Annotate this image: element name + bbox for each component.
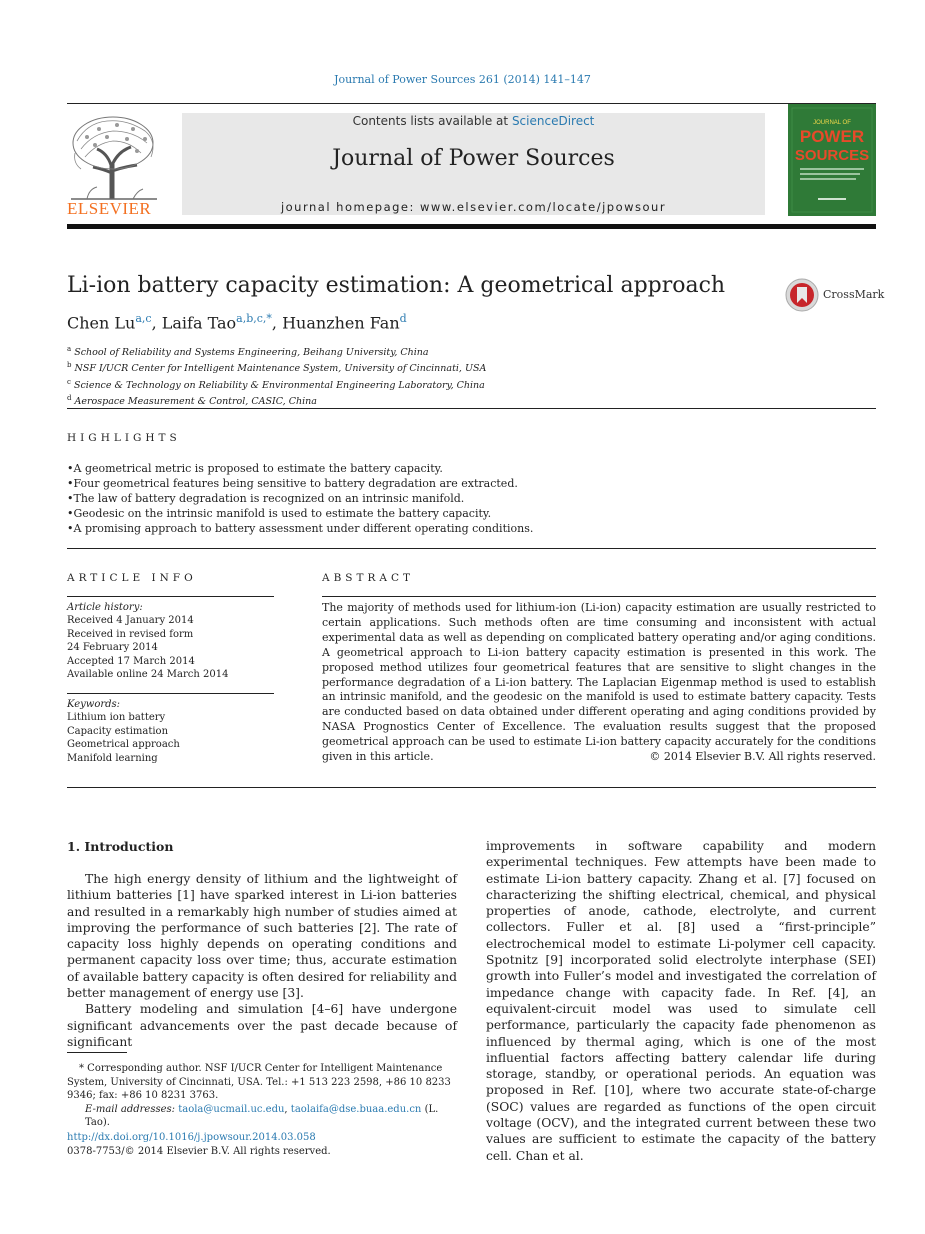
header-bottom-bar (67, 224, 876, 229)
affiliation-key: d (67, 394, 72, 403)
history-item: Available online 24 March 2014 (67, 669, 229, 681)
highlight-item: • Geodesic on the intrinsic manifold is used to estimate the battery capacity. (67, 506, 533, 521)
footnote (67, 1062, 457, 1130)
author-list (67, 312, 407, 332)
email-separator: , (284, 1103, 288, 1115)
history-label: Article history: (67, 602, 143, 613)
author-name: Huanzhen Fan (282, 313, 400, 333)
affiliation-text: Aerospace Measurement & Control, CASIC, China (74, 396, 317, 408)
author-separator: , (151, 313, 162, 333)
email-label: E-mail addresses: (85, 1103, 176, 1115)
contents-line (182, 114, 765, 128)
elsevier-wordmark: ELSEVIER (67, 199, 152, 218)
keyword-item: Geometrical approach (67, 739, 180, 751)
affiliation-key: a (67, 345, 72, 353)
contents-prefix: Contents lists available at (352, 114, 512, 128)
body-right-column (486, 838, 876, 1164)
keyword-item: Manifold learning (67, 752, 158, 764)
keywords-rule (67, 693, 274, 694)
highlights-heading: HIGHLIGHTS (67, 432, 181, 444)
header-top-rule (67, 103, 876, 104)
journal-title: Journal of Power Sources (332, 146, 615, 171)
abstract-bottom-rule (67, 787, 876, 788)
doi-link[interactable]: http://dx.doi.org/10.1016/j.jpowsour.2014.03.058 (67, 1132, 316, 1143)
body-paragraph: The high energy density of lithium and the lightweight of lithium batteries [1] have sparked interest in Li-ion batteries and resulted in a remarkably high number of studies aimed at improving the performance of such batteries [2]. The rate of capacity loss highly depends on operating conditions and permanent capacity loss over time; thus, accurate estimation of available battery capacity is often desired for reliability and better management of energy use [3]. (67, 872, 457, 1001)
affiliation-item (67, 343, 486, 359)
affiliation-key: c (67, 377, 71, 386)
highlight-item: • A geometrical metric is proposed to estimate the battery capacity. (67, 461, 533, 476)
keyword-item: Lithium ion battery (67, 712, 166, 724)
history-item: Received in revised form (67, 628, 194, 640)
crossmark-icon (785, 278, 821, 312)
section-heading-introduction: 1. Introduction (67, 839, 174, 854)
history-item: Received 4 January 2014 (67, 615, 194, 627)
author-name: Laifa Tao (161, 313, 237, 333)
author-name: Chen Lu (67, 313, 136, 333)
journal-citation-link[interactable]: Journal of Power Sources 261 (2014) 141–147 (334, 73, 591, 86)
highlights-top-rule (67, 408, 876, 409)
email-line (67, 1103, 457, 1130)
history-item: Accepted 17 March 2014 (67, 655, 195, 667)
affiliation-text: School of Reliability and Systems Engineering, Beihang University, China (74, 347, 429, 359)
email-link[interactable]: taola@ucmail.uc.edu (178, 1103, 285, 1115)
abstract-text: The majority of methods used for lithium-ion (Li-ion) capacity estimation are usually restricted to certain applications. Such methods often are time consuming and inconsistent with actual experimental data as well as depending on complicated battery operating and/or aging conditions. A geometrical approach to Li-ion battery capacity estimation is presented in this work. The proposed method utilizes four geometrical features that are sensitive to slight changes in the performance degradation of a Li-ion battery. The Laplacian Eigenmap method is used to establish an intrinsic manifold, and the geodesic on the manifold is used to estimate battery capacity. Tests are conducted based on data obtained under different operating and aging conditions provided by NASA Prognostics Center of Excellence. The evaluation results suggest that the proposed geometrical approach can be used to estimate Li-ion battery capacity accurately for the conditions given in this article. (322, 601, 876, 764)
sciencedirect-link[interactable]: ScienceDirect (511, 114, 595, 128)
affiliation-key: b (67, 361, 72, 370)
affiliation-item (67, 359, 486, 375)
author-separator: , (271, 313, 283, 333)
svg-text:POWER: POWER (799, 127, 865, 146)
affiliation-item (67, 392, 486, 408)
affiliation-text: NSF I/UCR Center for Intelligent Maintenance System, University of Cincinnati, USA (74, 363, 487, 375)
svg-text:SOURCES: SOURCES (794, 147, 870, 164)
article-info-heading: ARTICLE INFO (67, 572, 197, 584)
body-left-column (67, 871, 457, 1050)
journal-cover-thumbnail (788, 104, 876, 216)
highlight-item: • Four geometrical features being sensitive to battery degradation are extracted. (67, 476, 533, 491)
doi-block (67, 1131, 331, 1158)
article-title: Li-ion battery capacity estimation: A geometrical approach (67, 273, 726, 298)
author-affil-marks[interactable]: d (399, 312, 407, 325)
author-affil-marks[interactable]: a,c (135, 312, 152, 325)
corresponding-author-note: * Corresponding author. NSF I/UCR Center for Intelligent Maintenance System, University of Cincinnati, USA. Tel.: +1 513 223 2598, +86 10 8233 9346; fax: +86 10 8231 3763. (67, 1063, 451, 1101)
abstract-heading: ABSTRACT (322, 572, 415, 584)
history-item: 24 February 2014 (67, 642, 158, 654)
affiliations (67, 343, 486, 408)
highlight-item: • A promising approach to battery assessment under different operating conditions. (67, 521, 533, 536)
journal-homepage[interactable]: journal homepage: www.elsevier.com/locate/jpowsour (280, 200, 667, 214)
author-affil-marks[interactable]: a,b,c,* (236, 312, 272, 325)
abstract-copyright: © 2014 Elsevier B.V. All rights reserved. (649, 750, 876, 763)
affiliation-text: Science & Technology on Reliability & Environmental Engineering Laboratory, China (73, 379, 485, 391)
highlights-bottom-rule (67, 548, 876, 549)
highlights-list (67, 461, 533, 536)
highlight-item: • The law of battery degradation is recognized on an intrinsic manifold. (67, 491, 533, 506)
keywords-label: Keywords: (67, 699, 121, 710)
body-paragraph: improvements in software capability and modern experimental techniques. Few attempts have been made to estimate Li-ion battery capacity. Zhang et al. [7] focused on characterizing the shifting electrical, chemical, and physical properties of anode, cathode, electrolyte, and current collectors. Fuller et al. [8] used a “first-principle” electrochemical model to estimate Li-polymer cell capacity. Spotnitz [9] incorporated solid electrolyte interphase (SEI) growth into Fuller’s model and investigated the correlation of impedance change with capacity fade. In Ref. [4], an equivalent-circuit model was used to simulate cell performance, particularly the capacity fade phenomenon as influenced by thermal aging, which is one of the most influential factors affecting battery calendar life during storage, standby, or operational periods. An equation was proposed in Ref. [10], where two accurate state-of-charge (SOC) values are regarded as functions of the open circuit voltage (OCV), and the integrated current between these two values are sufficient to estimate the capacity of the battery cell. Chan et al. (486, 839, 876, 1163)
article-info-rule (67, 596, 274, 597)
abstract-rule (322, 596, 876, 597)
issn-line: 0378-7753/© 2014 Elsevier B.V. All rights reserved. (67, 1145, 331, 1157)
crossmark-label: CrossMark (823, 288, 885, 301)
keywords (67, 698, 180, 765)
body-paragraph: Battery modeling and simulation [4–6] have undergone significant advancements over the past decade because of significant (67, 1002, 457, 1049)
footnote-rule (67, 1052, 127, 1053)
svg-text:JOURNAL OF: JOURNAL OF (813, 120, 851, 126)
crossmark-badge[interactable] (785, 278, 885, 312)
keyword-item: Capacity estimation (67, 725, 169, 737)
email-link[interactable]: taolaifa@dse.buaa.edu.cn (290, 1103, 422, 1115)
affiliation-item (67, 376, 486, 392)
email-suffix: (L. Tao). (85, 1103, 439, 1128)
article-history (67, 601, 228, 681)
